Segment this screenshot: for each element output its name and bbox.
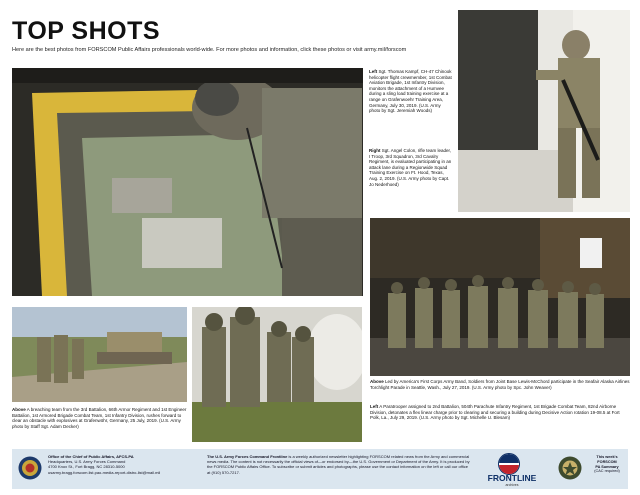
parade-caption-text: Led by America's First Corps Army Band, Soldiers from Joint Base Lewis-McChord participate in the Seafair Alaska Airlines Torchlight Parade in Seattle, Wash., July 27, 2019. (U.S. Army photo by Spc. John Weaver) — [370, 379, 630, 390]
paratrooper-caption — [370, 404, 630, 421]
breach-caption-text: A breaching team from the 3rd Battalion, 66th Armor Regiment and 1st Engineer Battalion, 1st Armored Brigade Combat Team, 1st Infantry Division, rushes forward to clear an obstacle with explosives at Grafenwöhr, Germany, 25 July, 2019. (U.S. Army photo by Staff Sgt. Adam Decker) — [12, 407, 187, 429]
chinook-caption-text: Sgt. Thomas Kampf, CH-47 Chinook helicopter flight crewmember, 1st Combat Aviation Brigade, 1st Infantry Division, monitors the attachment of a Humvee during a sling load training exercise at a range on Grafenwoehr Training Area, Germany, July 30, 2019. (U.S. Army photo by Sgt. Jeremiah Woods) — [369, 69, 452, 114]
rifle-caption-text: Sgt. Angel Colon, rifle team leader, I Troop, 3rd Squadron, 3rd Cavalry Regiment, is evaluated participating in an attack lane during a Regionwide Squad Training Exercise on Ft. Hood, Texas, Aug. 2, 2019. (U.S. Army photo by Capt. Jo Nederhoed) — [369, 148, 452, 187]
office-email-link[interactable]: usarmy.bragg.forscom.list.pao-media-report-distro-list@mail.mil — [48, 469, 161, 475]
rifle-caption-lead: Right — [369, 148, 381, 153]
frontline-label: FRONTLINE — [487, 473, 537, 483]
about-text: is a weekly authorized newsletter highlighting FORSCOM related news from the Army and commercial news media. The content is not necessarily the official views of—or endorsed by—the U.S. Government or Department of the Army. It is produced by the FORSCOM Public Affairs Office. To subscribe or submit articles and photographs, please use the contact information on the left or call our office at (910) 570-7217. — [207, 454, 470, 475]
footer — [12, 449, 628, 489]
frontline-logo-icon — [498, 453, 520, 475]
office-block — [48, 454, 198, 475]
rifle-leader-photo[interactable] — [458, 10, 630, 212]
chinook-caption — [369, 69, 453, 114]
office-title: Office of the Chief of Public Affairs, AFCS-PA — [48, 454, 134, 459]
parade-photo[interactable] — [370, 218, 630, 376]
about-block — [207, 454, 472, 475]
chinook-photo[interactable] — [12, 68, 363, 296]
summary-line: This week's — [596, 455, 618, 459]
army-seal-icon — [18, 456, 42, 480]
breach-caption-lead: Above — [12, 407, 26, 412]
office-line: 4700 Knox St., Fort Bragg, NC 28310-5000 — [48, 464, 125, 470]
paratrooper-caption-text: A Paratrooper assigned to 2nd Battalion, 504th Parachute Infantry Regiment, 1st Brigade Combat Team, 82nd Airborne Division, detonates a flex linear charge prior to clearing and securing a building during Decisive Action rotation 19-08.5 at Fort Polk, La., July 29, 2019. (U.S. Army photo by Sgt. Michelle U. Blesam) — [370, 404, 620, 421]
frontline-sub: archives — [505, 483, 519, 487]
chinook-caption-lead: Left — [369, 69, 378, 74]
breach-photo[interactable] — [12, 307, 187, 402]
page-subtitle: Here are the best photos from FORSCOM Public Affairs professionals world-wide. For more photos and information, click these photos or visit army.mil/forscom — [12, 47, 407, 53]
frontline-archives-link[interactable] — [478, 453, 546, 485]
page-title: TOP SHOTS — [12, 17, 161, 45]
paratrooper-photo[interactable] — [192, 307, 362, 442]
forscom-badge-icon[interactable] — [558, 456, 582, 480]
breach-caption — [12, 407, 187, 429]
paratrooper-caption-lead: Left — [370, 404, 379, 409]
about-bold: The U.S. Army Forces Command Frontline — [207, 454, 288, 459]
rifle-caption — [369, 148, 453, 187]
summary-link[interactable] — [587, 455, 627, 474]
summary-line: FORSCOM — [597, 459, 617, 464]
office-line: Headquarters, U.S. Army Forces Command — [48, 459, 126, 465]
summary-line: PA Summary — [595, 464, 619, 469]
summary-line: (CAC required) — [594, 469, 620, 474]
parade-caption — [370, 379, 630, 390]
parade-caption-lead: Above — [370, 379, 384, 384]
